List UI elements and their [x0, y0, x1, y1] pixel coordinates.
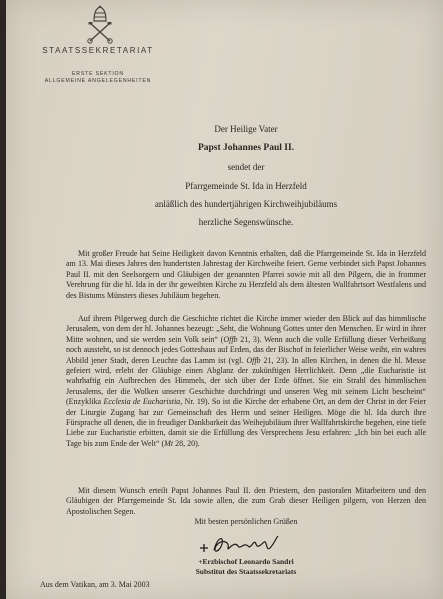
signer-name: +Erzbischof Leonardo Sandri: [198, 557, 294, 566]
heading-line-6: herzliche Segenswünsche.: [198, 217, 294, 227]
heading-line-2: Papst Johannes Paul II.: [197, 143, 295, 153]
letter-date: Aus dem Vatikan, am 3. Mai 2003: [40, 580, 150, 589]
letterhead-section-name: ERSTE SEKTION: [72, 71, 124, 77]
heading-line-1: Der Heilige Vater: [214, 124, 278, 134]
letterhead-section: [28, 71, 168, 85]
signer-title: Substitut des Staatssekretariats: [195, 567, 297, 576]
heading-line-4: Pfarrgemeinde St. Ida in Herzfeld: [185, 181, 307, 191]
letterhead-office: STAATSSEKRETARIAT: [42, 46, 154, 55]
body-paragraph-2: Auf ihrem Pilgerweg durch die Geschichte richtet die Kirche immer wieder den Blick auf das himmlische Jerusalem, von dem der hl. Johannes bezeugt: „Seht, die Wohnung Gottes unter den Menschen. Er wird in ihrer Mitte wohnen, und sie werden sein Volk sein“ (Offb 21, 3). Wenn auch die volle Erfüllung dieser Verheißung noch aussteht, so ist dennoch jedes Gotteshaus auf Erden, das der Bischof in feierlicher Weise weiht, ein wahres Abbild jener Stadt, deren Leuchte das Lamm ist (vgl. Offb 21, 23). In allen Kirchen, in denen die hl. Messe gefeiert wird, erlebt der Gläubige einen Abglanz der zukünftigen Herrlichkeit. Denn „die Eucharistie ist wahrhaftig ein Aufbrechen des Himmels, der sich über der Erde öffnet. Sie ein Strahl des himmlischen Jerusalems, der die Wolken unserer Geschichte durchdringt und unseren Weg mit seinem Licht bescheint“ (Enzyklika Ecclesia de Eucharistia, Nr. 19). So ist die Kirche der erhabene Ort, an dem der Christ in der Feier der Liturgie Zugang hat zur Gemeinschaft des Herrn und seiner Heiligen. Möge die hl. Ida durch ihre Fürsprache all denen, die in freudiger Dankbarkeit das Weihejubiläum ihrer Wallfahrtskirche begehen, eine tiefe Liebe zur Eucharistie erbitten, damit sie die Erfüllung des Versprechens Jesu erfahren: „Ich bin bei euch alle Tage bis zum Ende der Welt“ (Mt 28, 20).: [66, 314, 426, 448]
papal-crest-icon: [85, 5, 115, 45]
body-paragraph-1: Mit großer Freude hat Seine Heiligkeit davon Kenntnis erhalten, daß die Pfarrgemeinde St. Ida in Herzfeld am 13. Mai dieses Jahres den hundertsten Jahrestag der Kirchweihe feiert. Gerne verbindet sich Papst Johannes Paul II. mit den Seelsorgern und Gläubigen der genannten Pfarrei sowie mit all den Pilgern, die in frommer Verehrung für die hl. Ida in der ihr geweihten Kirche zu Herzfeld als dem ältesten Wallfahrtsort Westfalens und des Bistums Münsters dieses Jubiläum begehen.: [66, 249, 426, 300]
closing-greeting: Mit besten persönlichen Grüßen: [194, 517, 298, 526]
letter-page: [6, 0, 443, 599]
heading-line-5: anläßlich des hundertjährigen Kirchweihjubiläums: [154, 199, 338, 209]
heading-line-3: sendet der: [227, 162, 265, 172]
body-paragraph-3: Mit diesem Wunsch erteilt Papst Johannes Paul II. den Priestern, den pastoralen Mitarbeitern und den Gläubigen der Pfarrgemeinde St. Ida sowie allen, die zum Grab dieser Heiligen pilgern, von Herzen den Apostolischen Segen.: [66, 486, 426, 516]
handwritten-signature: [194, 532, 284, 558]
letterhead-section-detail: ALLGEMEINE ANGELEGENHEITEN: [44, 78, 152, 84]
